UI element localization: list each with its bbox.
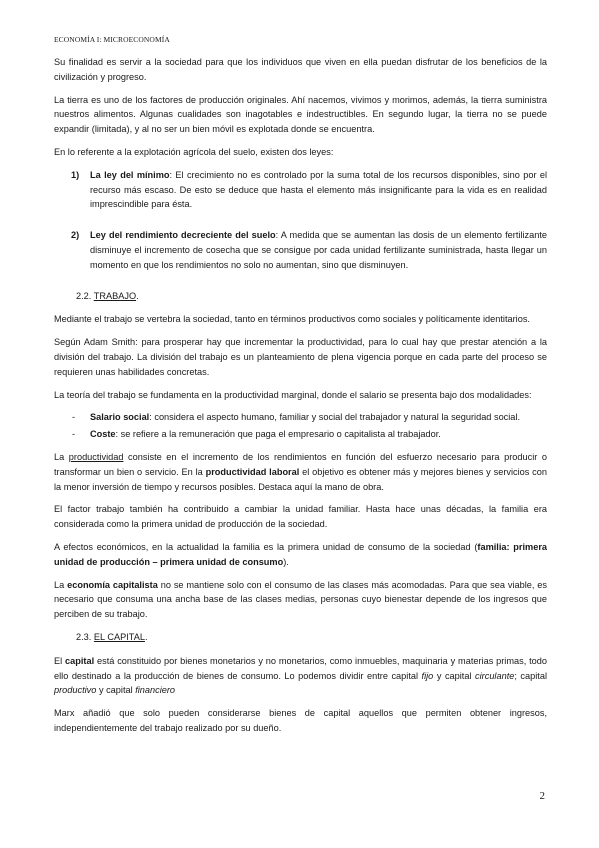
- definition: : se refiere a la remuneración que paga el empresario o capitalista al trabajador.: [115, 429, 441, 440]
- list-number: 1): [71, 169, 80, 180]
- paragraph: La tierra es uno de los factores de producción originales. Ahí nacemos, vivimos y morimos, además, la tierra suministra nuestros alimentos. Algunas cualidades son inagotables e indestructibles. En segundo lugar, la tierra no se puede expandir (limitada), y al no ser un bien móvil es explotada donde se encuentra.: [54, 94, 547, 135]
- term: familia: primera unidad de producción – primera unidad de consumo: [54, 541, 548, 567]
- list-item: [54, 228, 547, 272]
- term: productividad: [68, 451, 124, 462]
- section-title: TRABAJO: [93, 290, 137, 301]
- list-number: 2): [71, 230, 80, 241]
- paragraph: La economía capitalista no se mantiene solo con el consumo de las clases más acomodadas. Para que sea viable, es necesario que consuma una ancha base de las clases medias, personas cuyo bienestar depende de los ingresos que perciben de su trabajo.: [54, 579, 547, 620]
- law-title: Ley del rendimiento decreciente del suelo: [90, 230, 276, 241]
- laws-list: [54, 168, 547, 273]
- term: Salario social: [90, 412, 150, 423]
- paragraph: La teoría del trabajo se fundamenta en la productividad marginal, donde el salario se presenta bajo dos modalidades:: [54, 389, 532, 400]
- law-text: : A medida que se aumentan las dosis de un elemento fertilizante disminuye el incremento de cosecha que se consigue por cada unidad fertilizante suministrada, hasta llegar un momento en que los rendimientos no solo no aumentan, sino que disminuyen.: [90, 230, 547, 270]
- paragraph: Su finalidad es servir a la sociedad para que los individuos que viven en ella puedan disfrutar de los beneficios de la civilización y progreso.: [54, 57, 547, 82]
- salary-list: [54, 410, 547, 442]
- paragraph: El factor trabajo también ha contribuido a cambiar la unidad familiar. Hasta hace unas décadas, la familia era considerada como la primera unidad de producción de la sociedad.: [54, 504, 547, 530]
- list-item: [54, 427, 547, 442]
- document-body: [54, 55, 547, 744]
- definition: : considera el aspecto humano, familiar y social del trabajador y natural la seguridad social.: [149, 412, 521, 423]
- section-number: 2.2.: [76, 290, 92, 301]
- paragraph: Marx añadió que solo pueden considerarse bienes de capital aquellos que permiten obtener ingresos, independientemente del trabajo realizado por su dueño.: [54, 708, 547, 733]
- page-header: ECONOMÍA I: MICROECONOMÍA: [54, 35, 170, 44]
- paragraph: Mediante el trabajo se vertebra la sociedad, tanto en términos productivos como sociales y políticamente identitarios.: [54, 314, 530, 325]
- law-text: : El crecimiento no es controlado por la suma total de los recursos disponibles, sino por el recurso más escaso. De esto se deduce que hasta el elemento más insignificante para la vida es en realidad imprescindible para ésta.: [90, 169, 548, 210]
- list-item: [54, 168, 547, 212]
- paragraph: En lo referente a la explotación agrícola del suelo, existen dos leyes:: [54, 146, 334, 157]
- section-title: EL CAPITAL: [93, 631, 145, 642]
- paragraph: El capital está constituido por bienes monetarios y no monetarios, como inmuebles, maquinaria y materias primas, todo ello destinado a la producción de bienes de consumo. Lo podemos dividir entre capital fijo y capital circulante; capital productivo y capital financiero: [54, 655, 547, 696]
- term: Coste: [90, 429, 116, 440]
- paragraph: A efectos económicos, en la actualidad la familia es la primera unidad de consumo de la sociedad (familia: primera unidad de producción – primera unidad de consumo).: [54, 541, 548, 567]
- law-title: La ley del mínimo: [90, 169, 170, 180]
- term: capital: [65, 655, 95, 666]
- section-heading: 2.2. TRABAJO.: [76, 290, 139, 301]
- page-number: 2: [539, 790, 545, 802]
- paragraph: La productividad consiste en el incremento de los rendimientos en función del esfuerzo necesario para producir o transformar un bien o servicio. En la productividad laboral el objetivo es obtener más y mejores bienes y servicios con la menor inversión de tiempo y recursos posibles. Destaca aquí la mano de obra.: [54, 451, 547, 492]
- term: productividad laboral: [205, 466, 300, 477]
- list-dash: -: [72, 412, 76, 423]
- term: economía capitalista: [67, 579, 158, 590]
- list-dash: -: [72, 429, 76, 440]
- list-item: [54, 410, 547, 425]
- paragraph: Según Adam Smith: para prosperar hay que incrementar la productividad, para lo cual hay que prestar atención a la división del trabajo. La división del trabajo es un planteamiento de plena vigencia porque en cada parte del proceso se requieren unas habilidades concretas.: [54, 337, 547, 377]
- section-number: 2.3.: [76, 631, 92, 642]
- section-heading: 2.3. EL CAPITAL.: [76, 631, 148, 642]
